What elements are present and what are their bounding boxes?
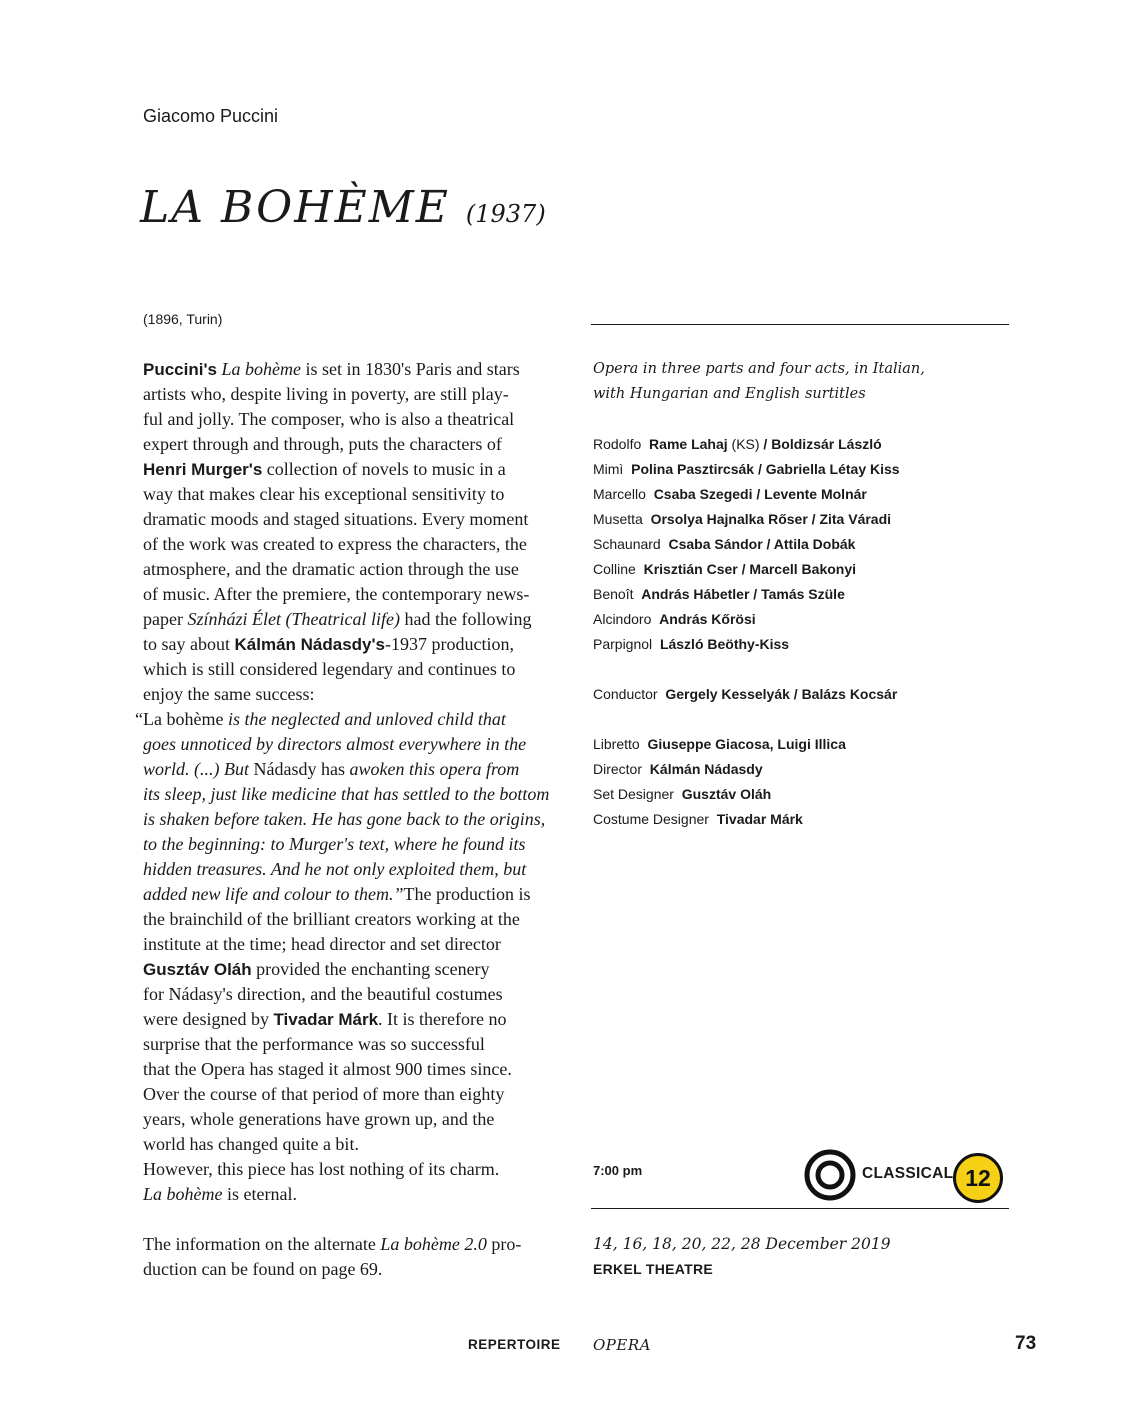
- cast-row: Benoît András Hábetler / Tamás Szüle: [593, 586, 845, 602]
- quote-line: goes unnoticed by directors almost everywhere in the: [143, 734, 527, 754]
- body-line: duction can be found on page 69.: [143, 1259, 383, 1279]
- cast-row: Marcello Csaba Szegedi / Levente Molnár: [593, 486, 867, 502]
- footer-subsection: OPERA: [593, 1336, 651, 1354]
- body-line: institute at the time; head director and set director: [143, 934, 501, 954]
- body-line: artists who, despite living in poverty, are still play-: [143, 384, 509, 404]
- quote-line: is shaken before taken. He has gone back to the origins,: [143, 809, 546, 829]
- body-line: The information on the alternate La bohème 2.0 pro-: [143, 1234, 522, 1254]
- body-line: dramatic moods and staged situations. Every moment: [143, 509, 529, 529]
- age-rating-badge: 12: [953, 1153, 1003, 1203]
- production-details: [593, 357, 1013, 832]
- body-line: the brainchild of the brilliant creators working at the: [143, 909, 520, 929]
- quote-line: “La bohème is the neglected and unloved child that: [135, 709, 506, 729]
- quote-line: to the beginning: to Murger's text, where he found its: [143, 834, 526, 854]
- title-text: LA BOHÈME: [140, 182, 450, 233]
- premiere-info: (1896, Turin): [143, 311, 223, 327]
- body-line: paper Színházi Élet (Theatrical life) had the following: [143, 609, 532, 629]
- target-icon: [804, 1149, 856, 1201]
- performance-time: 7:00 pm: [593, 1163, 643, 1178]
- body-line: ful and jolly. The composer, who is also a theatrical: [143, 409, 515, 429]
- cast-row: Musetta Orsolya Hajnalka Rőser / Zita Váradi: [593, 511, 892, 527]
- crew-row: Set Designer Gusztáv Oláh: [593, 786, 772, 802]
- body-line: way that makes clear his exceptional sensitivity to: [143, 484, 505, 504]
- body-line: Puccini's La bohème is set in 1830's Paris and stars: [143, 359, 520, 379]
- body-line: Henri Murger's collection of novels to music in a: [143, 459, 506, 479]
- category-label: CLASSICAL: [862, 1165, 954, 1182]
- cast-row: Schaunard Csaba Sándor / Attila Dobák: [593, 536, 856, 552]
- body-line: of the work was created to express the characters, the: [143, 534, 527, 554]
- body-line: which is still considered legendary and continues to: [143, 659, 516, 679]
- footer-section: REPERTOIRE: [468, 1337, 561, 1352]
- page-number: 73: [1015, 1333, 1037, 1354]
- conductor-row: Conductor Gergely Kesselyák / Balázs Kocsár: [593, 686, 898, 702]
- body-line: atmosphere, and the dramatic action through the use: [143, 559, 519, 579]
- body-line: expert through and through, puts the characters of: [143, 434, 502, 454]
- divider-bottom: [591, 1208, 1009, 1209]
- body-line: to say about Kálmán Nádasdy's-1937 production,: [143, 634, 514, 654]
- cast-row: Mimì Polina Pasztircsák / Gabriella Létay Kiss: [593, 461, 900, 477]
- quote-line: its sleep, just like medicine that has settled to the bottom: [143, 784, 550, 804]
- body-line: were designed by Tivadar Márk. It is therefore no: [143, 1009, 507, 1029]
- crew-row: Libretto Giuseppe Giacosa, Luigi Illica: [593, 736, 846, 752]
- cast-row: Colline Krisztián Cser / Marcell Bakonyi: [593, 561, 857, 577]
- crew-row: Director Kálmán Nádasdy: [593, 761, 763, 777]
- performance-dates: 14, 16, 18, 20, 22, 28 December 2019: [593, 1235, 891, 1253]
- body-line: world has changed quite a bit.: [143, 1134, 359, 1154]
- cast-row: Parpignol László Beöthy-Kiss: [593, 636, 790, 652]
- quote-line: world. (...) But Nádasdy has awoken this opera from: [143, 759, 520, 779]
- body-line: enjoy the same success:: [143, 684, 315, 704]
- article-body: [135, 357, 563, 1282]
- venue-name: ERKEL THEATRE: [593, 1261, 714, 1277]
- composer-name: Giacomo Puccini: [143, 106, 279, 126]
- page-title: [140, 182, 546, 233]
- cast-row: Alcindoro András Kőrösi: [593, 611, 756, 627]
- body-line: surprise that the performance was so successful: [143, 1034, 485, 1054]
- body-line: However, this piece has lost nothing of its charm.: [143, 1159, 500, 1179]
- cast-list: [593, 432, 1013, 832]
- cast-row: Rodolfo Rame Lahaj (KS) / Boldizsár László: [593, 436, 882, 452]
- body-line: Over the course of that period of more than eighty: [143, 1084, 505, 1104]
- quote-line: added new life and colour to them.”The production is: [143, 884, 531, 904]
- divider-top: [591, 324, 1009, 325]
- body-line: of music. After the premiere, the contemporary news-: [143, 584, 530, 604]
- quote-line: hidden treasures. And he not only exploited them, but: [143, 859, 527, 879]
- body-line: Gusztáv Oláh provided the enchanting scenery: [143, 959, 490, 979]
- body-line: for Nádasy's direction, and the beautiful costumes: [143, 984, 503, 1004]
- body-line: La bohème is eternal.: [143, 1184, 297, 1204]
- crew-row: Costume Designer Tivadar Márk: [593, 811, 803, 827]
- production-description: Opera in three parts and four acts, in Italian, with Hungarian and English surtitles: [593, 361, 925, 402]
- body-line: that the Opera has staged it almost 900 times since.: [143, 1059, 512, 1079]
- body-line: years, whole generations have grown up, and the: [143, 1109, 495, 1129]
- title-year: (1937): [465, 200, 546, 228]
